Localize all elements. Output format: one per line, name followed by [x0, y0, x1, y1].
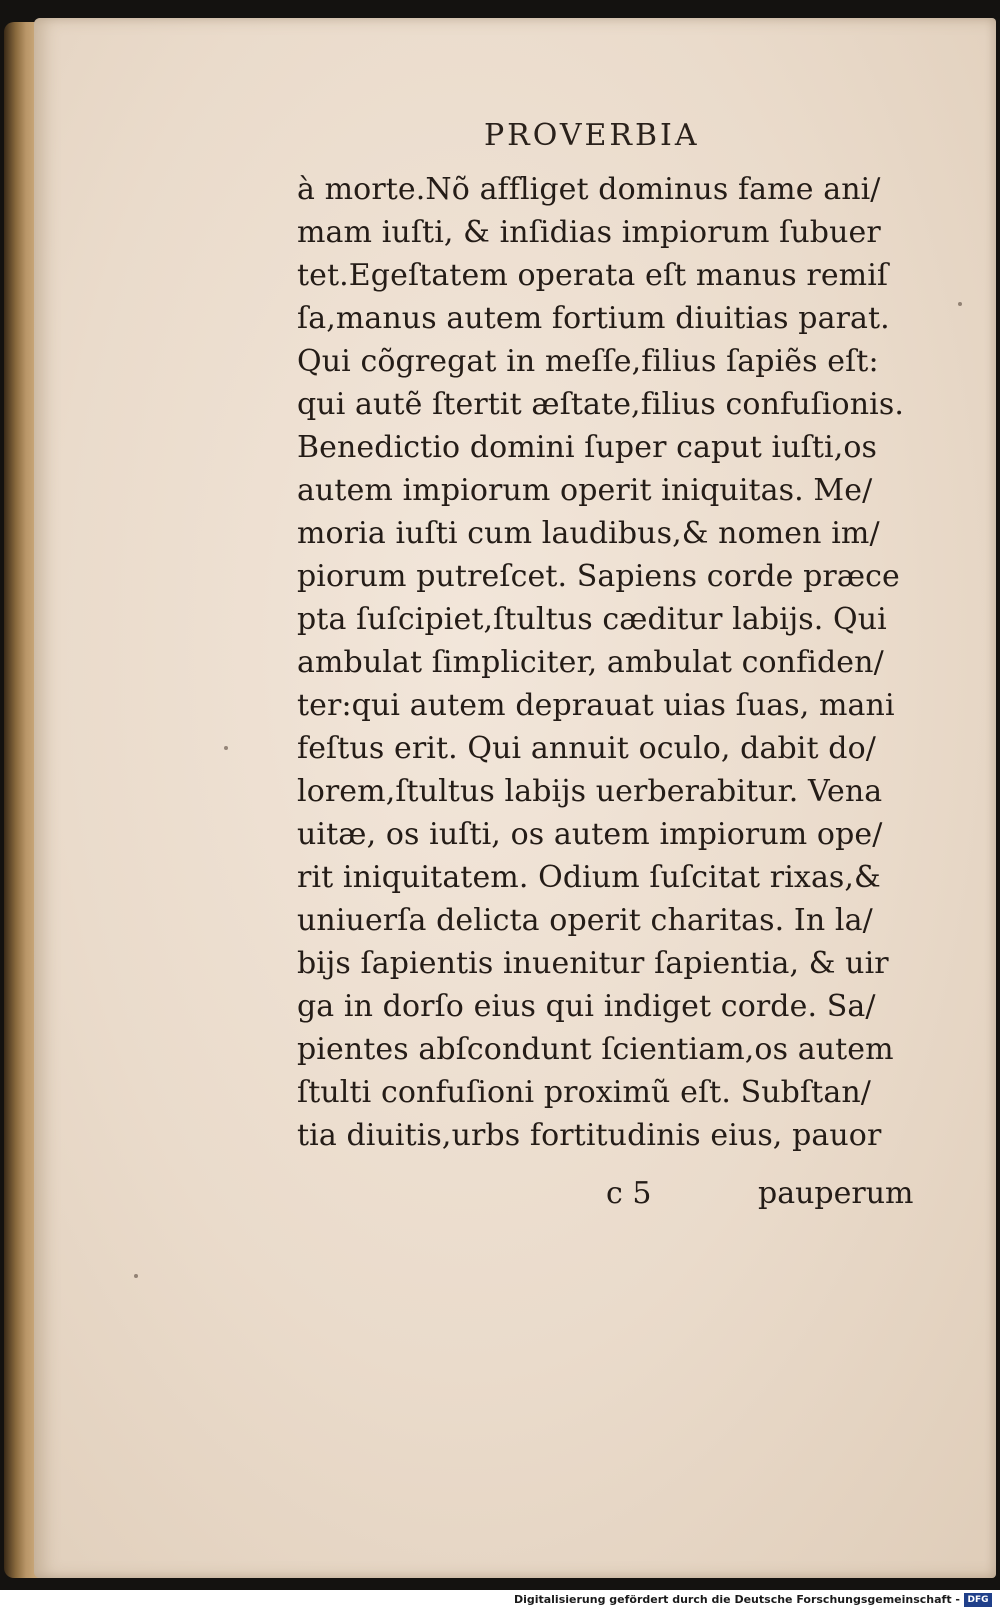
text-line: ſtulti confuſioni proximũ eſt. Subſtan/ — [297, 1075, 871, 1110]
text-line: uitæ, os iuſti, os autem impiorum ope/ — [297, 817, 883, 852]
text-line: rit iniquitatem. Odium ſuſcitat rixas,& — [297, 860, 881, 895]
text-line: ga in dorſo eius qui indiget corde. Sa/ — [297, 989, 876, 1024]
text-line: pientes abſcondunt ſcientiam,os autem — [297, 1032, 894, 1067]
text-line: mam iuſti, & inſidias impiorum ſubuer — [297, 215, 881, 250]
text-line: qui autẽ ſtertit æſtate,filius confuſionis. — [297, 387, 904, 422]
page-body-text — [297, 168, 957, 1157]
text-line: ter:qui autem deprauat uias ſuas, mani — [297, 688, 895, 723]
text-line: moria iuſti cum laudibus,& nomen im/ — [297, 516, 880, 551]
text-line: lorem,ſtultus labijs uerberabitur. Vena — [297, 774, 883, 809]
text-line: tia diuitis,urbs fortitudinis eius, pauor — [297, 1118, 882, 1153]
text-line: pta ſuſcipiet,ſtultus cæditur labijs. Qui — [297, 602, 887, 637]
dfg-logo: DFG — [964, 1593, 992, 1607]
text-line: uniuerſa delicta operit charitas. In la/ — [297, 903, 873, 938]
text-line: ambulat ſimpliciter, ambulat confiden/ — [297, 645, 884, 680]
text-line: tet.Egeſtatem operata eſt manus remiſ — [297, 258, 889, 293]
footer-bar — [0, 1590, 1000, 1615]
ink-speck — [958, 302, 962, 306]
text-line: feſtus erit. Qui annuit oculo, dabit do/ — [297, 731, 876, 766]
text-line: Qui cõgregat in meſſe,filius ſapiẽs eſt: — [297, 344, 879, 379]
running-head: PROVERBIA — [484, 118, 700, 153]
text-line: autem impiorum operit iniquitas. Me/ — [297, 473, 873, 508]
text-line: ſa,manus autem fortium diuitias parat. — [297, 301, 890, 336]
text-line: piorum putreſcet. Sapiens corde præce — [297, 559, 900, 594]
ink-speck — [224, 746, 228, 750]
catchword: pauperum — [758, 1176, 914, 1211]
text-line: bijs ſapientis inuenitur ſapientia, & uir — [297, 946, 889, 981]
signature-mark: c 5 — [606, 1176, 652, 1211]
ink-speck — [134, 1274, 138, 1278]
funding-credit: Digitalisierung gefördert durch die Deutsche Forschungsgemeinschaft - — [513, 1593, 960, 1606]
text-line: à morte.Nõ affliget dominus fame ani/ — [297, 172, 881, 207]
text-line: Benedictio domini ſuper caput iuſti,os — [297, 430, 878, 465]
